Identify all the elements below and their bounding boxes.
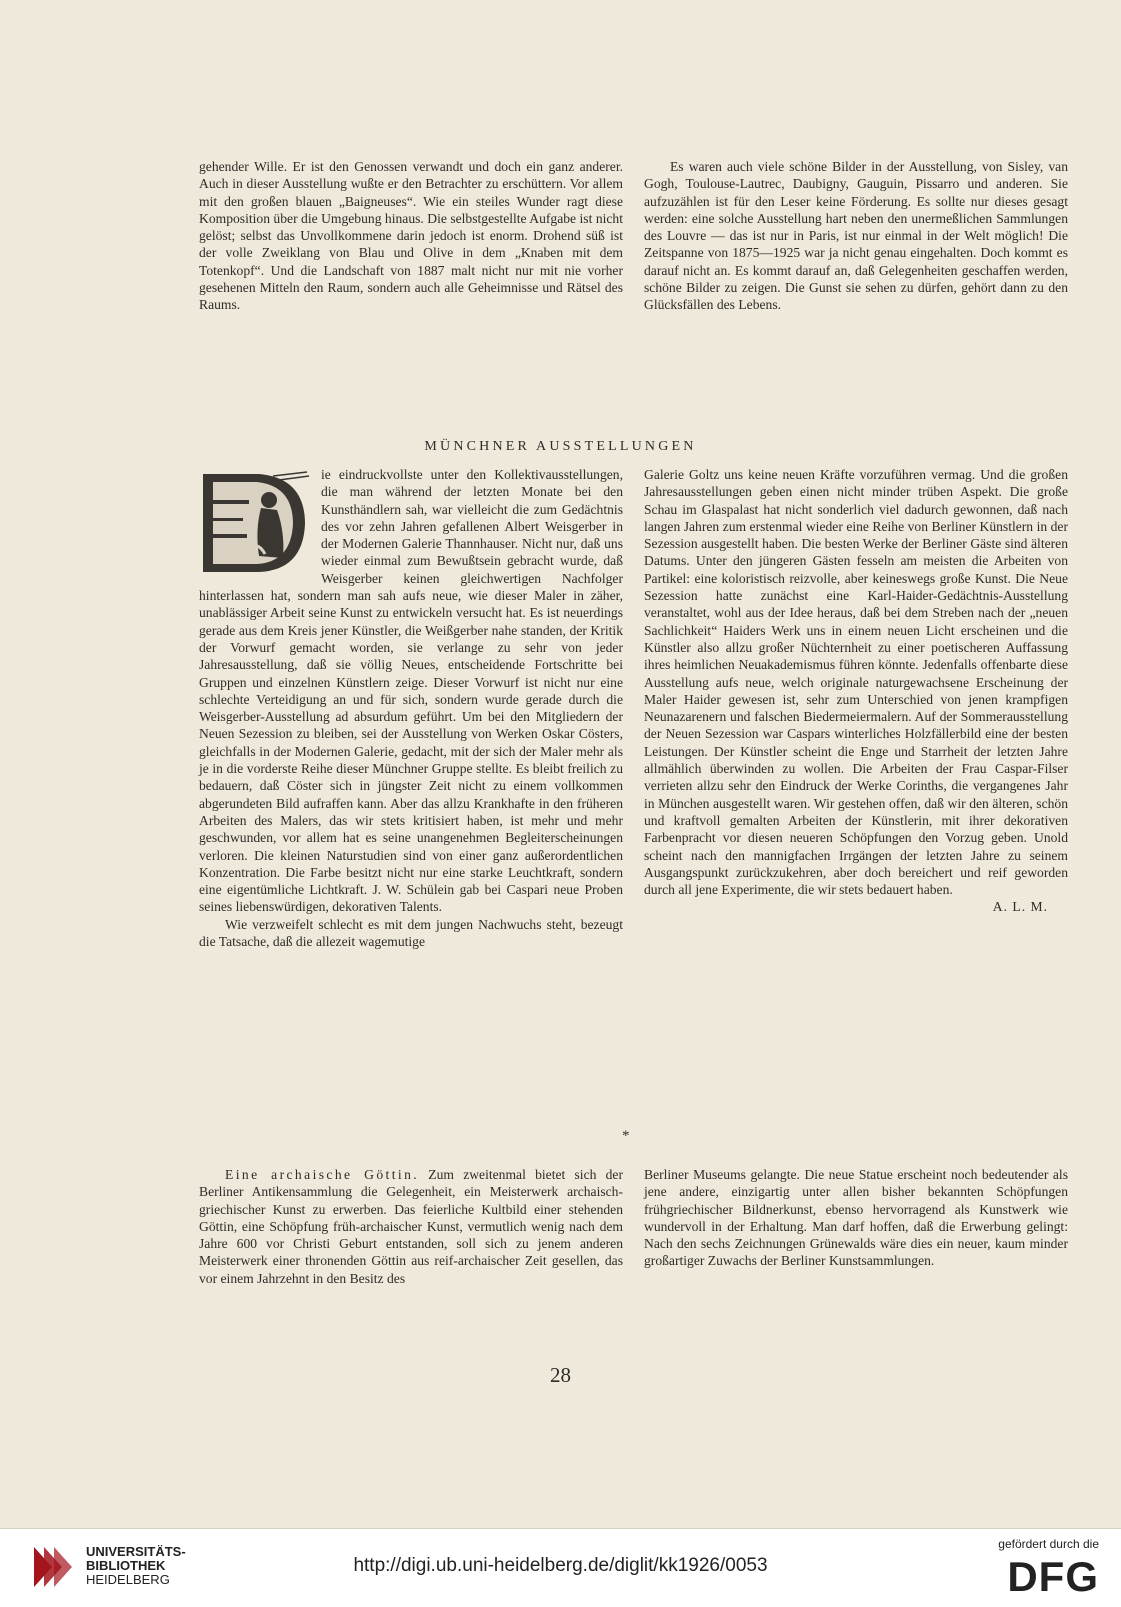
section-heading: MÜNCHNER AUSSTELLUNGEN: [424, 439, 697, 454]
section-right-text: Galerie Goltz uns keine neuen Kräfte vorzuführen vermag. Und die großen Jahresausstellungen geben einen nicht minder trüben Aspekt. Die große Schau im Glaspalast hat nicht sonderlich viel dadurch gewonnen, daß nach langen Jahren zum erstenmal wieder eine Reihe von Berliner Künstlern in der Sezession ausgestellt haben. Die besten Werke der Berliner Gäste sind älteren Datums. Unter den jüngeren Gästen fesseln am meisten die Arbeiten von Partikel: eine koloristisch reizvolle, aber keineswegs große Kunst. Die Neue Sezession hatte zunächst eine Karl-Haider-Gedächtnis-Ausstellung veranstaltet, wohl aus der Idee heraus, daß bei dem Streben nach der „neuen Sachlichkeit“ Haiders Werk uns in einem neuen Licht erscheinen und die Künstler also allzu großer Nüchternheit zu einer poetischeren Auffassung ihres heimlichen Neuakademismus führen könnte. Jedenfalls offenbarte diese Ausstellung aufs neue, welch originale naturgewachsene Erscheinung der Maler Haider gewesen ist, sehr zum Unterschied von jenen krampfigen Neunazarenern und falschen Biedermeiermalern. Auf der Sommerausstellung der Neuen Sezession war Caspars winterliches Holzfällerbild eine der besten Leistungen. Der Künstler scheint die Enge und Starrheit der letzten Jahre allmählich überwinden zu wollen. Die Arbeiten der Frau Caspar-Filser verrieten allzu sehr den Eindruck der Werke Corinths, die vergangenes Jahr in München ausgestellt waren. Wir gestehen offen, daß wir den älteren, schön und kraftvoll gemalten Arbeiten der Künstlerin, mit ihrer dekorativen Farbenpracht vor diesen neueren Schöpfungen den Vorzug geben. Unold scheint nach den mannigfachen Irrgängen der letzten Jahre zu seinem Ausgangspunkt zurückzukehren, aber doch bereichert und reif geworden durch all jene Experimente, die wir stets bedauert haben.: [644, 467, 1068, 898]
top-left-column: [199, 158, 623, 314]
dfg-logo: DFG: [1007, 1553, 1099, 1600]
section-right-column: [644, 466, 1068, 916]
top-right-column: [644, 158, 1068, 314]
page-number: 28: [550, 1363, 571, 1387]
top-left-text: gehender Wille. Er ist den Genossen verwandt und doch ein ganz anderer. Auch in dieser Ausstellung wußte er den Betrachter zu erschüttern. Vor allem mit den großen blauen „Baigneuses“. Wie ein steiles Wunder ragt diese Komposition über die Umgebung hinaus. Die selbstgestellte Aufgabe ist nicht gelöst; selbst das Unvollkommene darin jedoch ist enorm. Drohend süß ist der volle Zweiklang von Blau und Olive in dem „Knaben mit dem Totenkopf“. Und die Landschaft von 1887 malt nicht nur mit nie vorher gesehenen Mitteln den Raum, sondern auch alle Geheimnisse und Rätsel des Raums.: [199, 159, 623, 313]
bottom-right-column: [644, 1166, 1068, 1270]
top-right-text: Es waren auch viele schöne Bilder in der Ausstellung, von Sisley, van Gogh, Toulouse-Lautrec, Daubigny, Gauguin, Pissarro und anderen. Sie aufzuzählen ist für den Leser keine Förderung. Es sollte nur dieses gesagt werden: eine solche Ausstellung hart neben den unermeßlichen Sammlungen des Louvre — das ist nur in Paris, ist nur einmal in der Welt möglich! Die Zeitspanne von 1875—1925 war ja nicht genau eingehalten. Doch kommt es darauf nicht an. Es kommt darauf an, daß Gelegenheiten geschaffen werden, schöne Bilder zu zeigen. Die Gunst sie sehen zu dürfen, gehört dann zu den Glücksfällen des Lebens.: [644, 159, 1068, 313]
bottom-right-text: Berliner Museums gelangte. Die neue Statue erscheint noch bedeutender als jene andere, einzigartig unter allen bisher bekannten Schöpfungen frühgriechischer Bildnerkunst, ebenso hervorragend als Kunstwerk wie wundervoll in der Erhaltung. Man darf hoffen, daß die Erwerbung gelingt: Nach den sechs Zeichnungen Grünewalds wäre dies ein neuer, kaum minder großartiger Zuwachs der Berliner Kunstsammlungen.: [644, 1167, 1068, 1269]
sponsor-label: gefördert durch die: [998, 1537, 1099, 1551]
section-left-paragraph-1: ie eindruckvollste unter den Kollektivausstellungen, die man während der letzten Monate bei den Kunsthändlern sah, war vielleicht die zum Gedächtnis des vor zehn Jahren gefallenen Albert Weisgerber in der Modernen Galerie Thannhauser. Nicht nur, daß uns wieder einmal zum Bewußtsein gebracht wurde, daß Weisgerber keinen gleichwertigen Nachfolger hinterlassen hat, sondern man sah aufs neue, wie dieser Maler in zäher, unablässiger Arbeit seine Kunst zu entwickeln versucht hat. Es ist neuerdings gerade aus dem Kreis jener Künstler, die Weißgerber nahe standen, der Kritik der Vorwurf gemacht worden, sie verlange zu sehr von jeder Jahresausstellung, daß sie völlig Neues, entscheidende Fortschritte bei Gruppen und einzelnen Künstlern zeige. Dieser Vorwurf ist nicht nur eine schlechte Verteidigung an und für sich, sondern wurde gerade durch die Weisgerber-Ausstellung ad absurdum geführt. Um bei den Mitgliedern der Neuen Sezession zu bleiben, sei der Ausstellung von Werken Oskar Cösters, gleichfalls in der Modernen Galerie, gedacht, mit der sich der Maler mehr als je in die vorderste Reihe dieser Münchner Gruppe stellte. Es bleibt freilich zu bedauern, daß Cöster sich in jüngster Zeit nicht zu einem vollkommen abgerundeten Bild aufraffen kann. Aber das allzu Krankhafte in den früheren Arbeiten des Malers, das wir stets kritisiert haben, ist mehr und mehr geschwunden, vor allem hat es seine unangenehmen Begleiterscheinungen verloren. Die kleinen Naturstudien sind von einer ganz außerordentlichen Konzentration. Die Farbe besitzt nicht nur eine starke Leuchtkraft, sondern eine eigentümliche Lichtkraft. J. W. Schülein gab bei Caspari neue Proben seines liebenswürdigen, dekorativen Talents.: [199, 467, 623, 915]
library-name-line-3: HEIDELBERG: [86, 1572, 170, 1587]
bottom-left-text: Zum zweitenmal bietet sich der Berliner Antikensammlung die Gelegenheit, ein Meisterwerk archaisch-griechischer Kunst zu erwerben. Das feierliche Kultbild einer stehenden Göttin, eine Schöpfung früh-archaischer Kunst, vermutlich wenig nach dem Jahre 600 vor Christi Geburt entstanden, soll sich zu jenem anderen Meisterwerk einer thronenden Göttin aus reif-archaischer Zeit gesellen, das vor einem Jahrzehnt in den Besitz des: [199, 1167, 623, 1286]
article-title: Eine archaische Göttin.: [225, 1167, 420, 1182]
drop-cap-d-illustration: [199, 470, 311, 576]
section-left-paragraph-2: Wie verzweifelt schlecht es mit dem jungen Nachwuchs steht, bezeugt die Tatsache, daß die allezeit wagemutige: [199, 916, 623, 950]
section-separator: *: [622, 1128, 630, 1144]
bottom-left-column: [199, 1166, 623, 1287]
library-name-line-1: UNIVERSITÄTS-: [86, 1544, 186, 1559]
section-left-column: [199, 466, 623, 950]
author-signature: A. L. M.: [992, 899, 1048, 915]
footer-bar: [0, 1528, 1121, 1607]
source-url-link[interactable]: http://digi.ub.uni-heidelberg.de/diglit/kk1926/0053: [353, 1555, 768, 1576]
library-name-line-2: BIBLIOTHEK: [86, 1558, 166, 1573]
